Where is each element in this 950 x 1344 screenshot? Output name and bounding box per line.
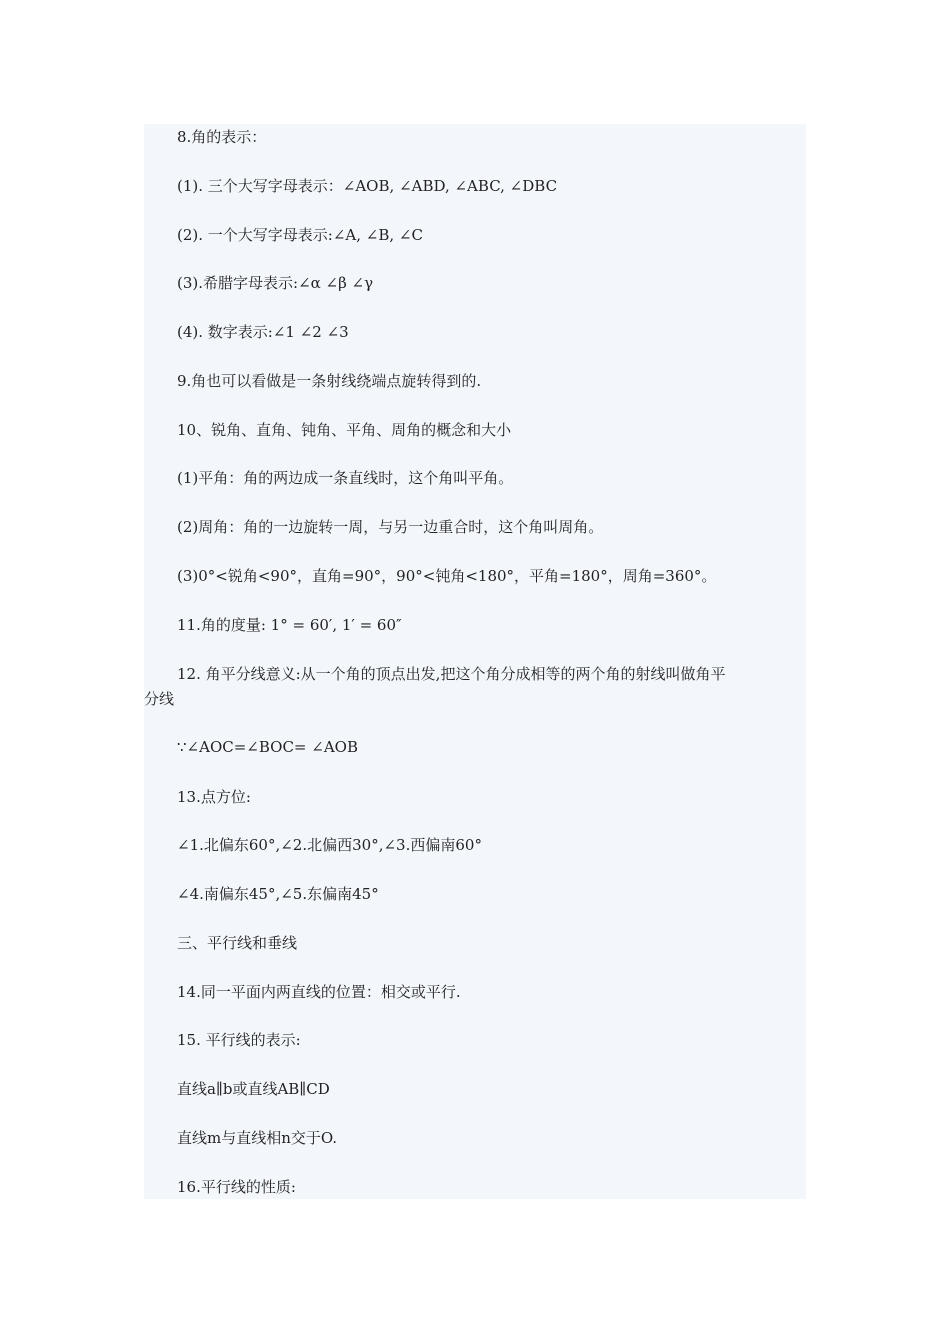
text-line-angle-ranges: (3)0°<锐角<90°，直角=90°，90°<钝角<180°，平角=180°，周角=360°。: [177, 567, 717, 585]
text-line-intersection: 直线m与直线相n交于O.: [177, 1129, 338, 1147]
text-line-parallel-notation-title: 15. 平行线的表示:: [177, 1031, 301, 1049]
text-line-numbers: (4). 数字表示:∠1 ∠2 ∠3: [177, 323, 349, 341]
text-line-line-positions: 14.同一平面内两直线的位置：相交或平行.: [177, 983, 461, 1001]
text-line-bisector-definition-continued: 分线: [144, 690, 175, 708]
text-line-angle-notation-title: 8.角的表示：: [177, 128, 267, 146]
text-line-directions-two: ∠4.南偏东45°,∠5.东偏南45°: [177, 885, 379, 903]
text-line-parallel-notation: 直线a∥b或直线AB∥CD: [177, 1080, 330, 1098]
text-line-straight-angle: (1)平角：角的两边成一条直线时，这个角叫平角。: [177, 469, 514, 487]
text-line-bisector-definition: 12. 角平分线意义:从一个角的顶点出发,把这个角分成相等的两个角的射线叫做角平: [177, 665, 726, 683]
text-line-directions-one: ∠1.北偏东60°,∠2.北偏西30°,∠3.西偏南60°: [177, 836, 482, 854]
text-line-angle-measure: 11.角的度量: 1° = 60′, 1′ = 60″: [177, 616, 402, 634]
text-line-one-letter: (2). 一个大写字母表示:∠A, ∠B, ∠C: [177, 226, 423, 244]
text-line-three-letters: (1). 三个大写字母表示：∠AOB, ∠ABD, ∠ABC, ∠DBC: [177, 177, 558, 195]
text-line-direction-title: 13.点方位:: [177, 788, 251, 806]
text-line-full-angle: (2)周角：角的一边旋转一周，与另一边重合时，这个角叫周角。: [177, 518, 604, 536]
text-line-angle-types-title: 10、锐角、直角、钝角、平角、周角的概念和大小: [177, 421, 512, 439]
text-line-greek-letters: (3).希腊字母表示:∠α ∠β ∠γ: [177, 274, 374, 292]
text-line-bisector-formula: ∵∠AOC=∠BOC= ∠AOB: [177, 738, 358, 756]
text-line-section-title: 三、平行线和垂线: [177, 934, 298, 952]
text-line-parallel-properties-title: 16.平行线的性质:: [177, 1178, 296, 1196]
text-line-ray-rotation: 9.角也可以看做是一条射线绕端点旋转得到的.: [177, 372, 482, 390]
